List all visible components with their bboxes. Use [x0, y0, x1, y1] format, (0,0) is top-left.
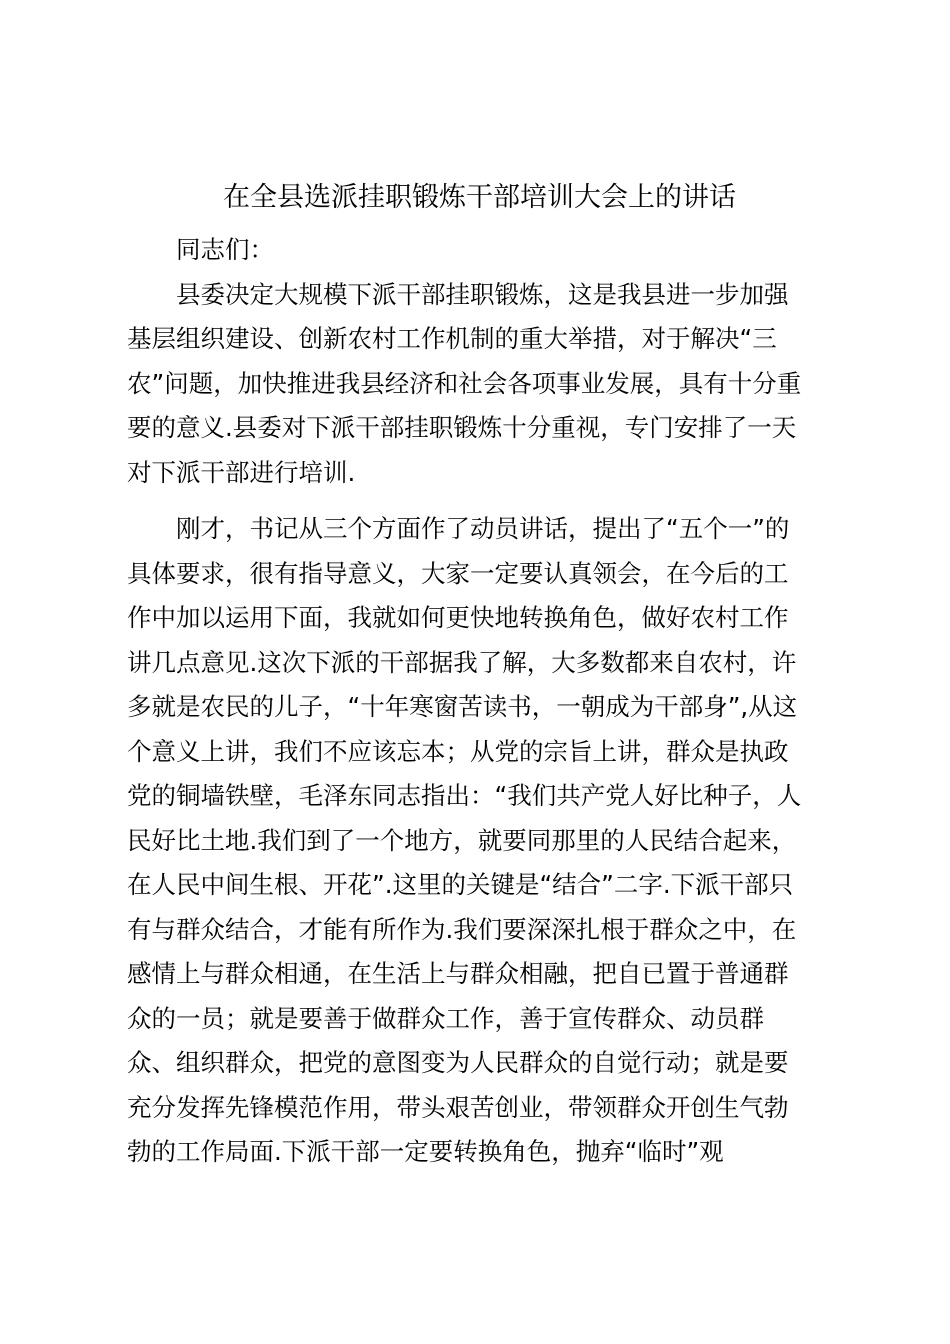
paragraph-line: 民好比土地.我们到了一个地方，就要同那里的人民结合起来，	[127, 825, 797, 855]
paragraph-line: 农”问题，加快推进我县经济和社会各项事业发展，具有十分重	[127, 368, 802, 398]
paragraph-line: 众的一员；就是要善于做群众工作，善于宣传群众、动员群	[127, 1003, 764, 1033]
paragraph-line: 对下派干部进行培训.	[127, 457, 356, 487]
paragraph-line: 有与群众结合，才能有所作为.我们要深深扎根于群众之中，在	[127, 914, 797, 944]
paragraph-line: 多就是农民的儿子，“十年寒窗苦读书，一朝成为干部身”,从这	[127, 692, 798, 721]
document-title: 在全县选派挂职锻炼干部培训大会上的讲话	[223, 182, 736, 213]
salutation: 同志们：	[176, 235, 274, 264]
paragraph-line: 党的铜墙铁壁，毛泽东同志指出：“我们共产党人好比种子，人	[127, 781, 802, 810]
paragraph-line: 要的意义.县委对下派干部挂职锻炼十分重视，专门安排了一天	[127, 413, 797, 442]
paragraph-1	[127, 273, 832, 496]
paragraph-line: 基层组织建设、创新农村工作机制的重大举措，对于解决“三	[127, 324, 777, 353]
paragraph-spacer	[127, 495, 832, 507]
paragraph-line: 刚才，书记从三个方面作了动员讲话，提出了“五个一”的	[176, 514, 790, 543]
paragraph-line: 在人民中间生根、开花”.这里的关键是“结合”二字.下派干部只	[127, 870, 794, 899]
paragraph-line: 作中加以运用下面，我就如何更快地转换角色，做好农村工作	[127, 603, 789, 632]
paragraph-line: 充分发挥先锋模范作用，带头艰苦创业，带领群众开创生气勃	[127, 1092, 789, 1122]
paragraph-line: 勃的工作局面.下派干部一定要转换角色，抛弃“临时”观	[127, 1137, 724, 1166]
paragraph-line: 个意义上讲，我们不应该忘本；从党的宗旨上讲，群众是执政	[127, 736, 789, 766]
paragraph-line: 讲几点意见.这次下派的干部据我了解，大多数都来自农村，许	[127, 647, 797, 677]
paragraph-2	[127, 507, 832, 1175]
paragraph-line: 具体要求，很有指导意义，大家一定要认真领会，在今后的工	[127, 558, 789, 588]
paragraph-line: 县委决定大规模下派干部挂职锻炼，这是我县进一步加强	[176, 279, 789, 309]
document-body	[127, 228, 832, 1175]
paragraph-line: 感情上与群众相通，在生活上与群众相融，把自已置于普通群	[127, 959, 789, 988]
paragraph-line: 众、组织群众，把党的意图变为人民群众的自觉行动；就是要	[127, 1048, 789, 1077]
